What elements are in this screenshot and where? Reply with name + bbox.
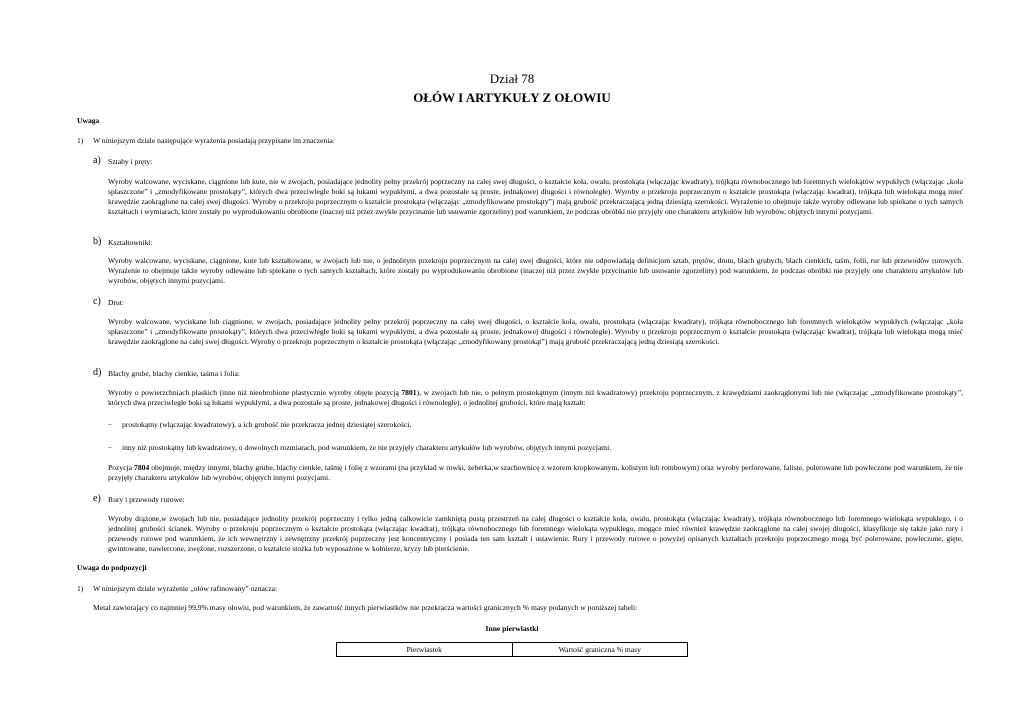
item-e-text: Wyroby drążone,w zwojach lub nie, posiadające jednolity przekrój poprzeczny i tylko jedną całkowicie zamkniętą pustą przestrzeń na całej długości o kształcie koła, owalu, prostokąta (włączając kwadraty), trójkąta równobocznego lub foremnego wielokąta wypukłego, i o jednolitej grubości ścianek. Wyroby o przekroju poprzecznym o kształcie prostokąta (włączając kwadrat), trójkąta równobocznego lub foremnego wielokąta wypukłego, mogące mieć również krawędzie zaokrąglone na całej swojej długości, klasyfikuje się także jako rury i przewody rurowe pod warunkiem, że ich wewnętrzny i zewnętrzny przekrój poprzeczny jest koncentryczny i posiada ten sam kształt i ustawienie. Rury i przewody rurowe o powyżej opisanych kształtach przekroju poprzecznego mogą być polerowane, powleczone, gięte, gwintowane, nawiercone, zwężone, rozszerzone, o kształcie stożka lub wyposażone w kołnierze, kryzy lub pierścienie. xyxy=(108,514,963,553)
note-intro: W niniejszym dziale następujące wyrażenia posiadają przypisane im znaczenia: xyxy=(93,136,335,145)
item-a-text: Wyroby walcowane, wyciskane, ciągnione lub kute, nie w zwojach, posiadające jednolity pełny przekrój poprzeczny na całej swej długości, o kształcie koła, owalu, prostokąta (włączając kwadraty), trójkąta równobocznego lub foremnych wielokątów wypukłych (włączając „koła spłaszczone” i „zmodyfikowane prostokąty”, których dwa przeciwległe boki są łukami wypukłymi, a dwa pozostałe są proste, jednakowej długości i równoległe). Wyroby o przekroju poprzecznym o kształcie prostokąta (włączając kwadrat), trójkąta lub wielokąta mogą mieć krawędzie zaokrąglone na całej swej długości. Wyroby o przekroju poprzecznym o kształcie prostokąta (włączając „zmodyfikowane prostokąty”) mają grubość przekraczającą jedną dziesiątą szerokości. Wyrażenie to obejmuje także wyroby odlewane lub spiekane o tych samych kształtach i wymiarach, które zostały po wyprodukowaniu obrobione (inaczej niż przez zwykłe przycinanie lub usuwanie zgorzeliny) pod warunkiem, że podczas obróbki nie przyjęły one charakteru artykułów lub wyrobów, objętych innymi pozycjami. xyxy=(108,177,963,216)
note-label: Uwaga xyxy=(77,116,100,125)
item-c-text: Wyroby walcowane, wyciskane lub ciągnione, w zwojach, posiadające jednolity pełny przekrój poprzeczny na całej swej długości, o kształcie koła, owalu, prostokąta (włączając kwadraty), trójkąta równobocznego lub foremnych wielokątów wypukłych (włączając „koła spłaszczone” i „zmodyfikowane prostokąty”, których dwa przeciwległe boki są łukami wypukłymi, a dwa pozostałe są proste, jednakowej długości i równoległe). Wyroby o przekroju poprzecznym o kształcie prostokąta (włączając kwadrat), trójkąta lub wielokąta mogą mieć krawędzie zaokrąglone na całej swej długości. Wyroby o przekroju poprzecznym o kształcie prostokąta (włączając „zmodyfikowany prostokąt”) mają grubość przekraczającą jedną dziesiątą szerokości. xyxy=(108,317,963,346)
dash-bullet-1: – xyxy=(108,419,112,428)
table-title: Inne pierwiastki xyxy=(485,624,539,633)
item-d-text: Wyroby o powierzchniach płaskich (inne niż nieobrobione plastycznie wyroby objęte pozycją 7801), w zwojach lub nie, o pełnym prostokątnym (innym niż kwadratowy) przekroju poprzecznym, z krawędziami zaokrąglonymi lub nie (włączając „zmodyfikowane prostokąty”, których dwa przeciwległe boki są łukami wypukłymi, a dwa pozostałe są proste, jednakowej długości i równoległe), o jednolitej grubości, które mają kształt: xyxy=(108,388,963,407)
item-d-paragraph-2: Pozycja 7804 obejmuje, między innymi, blachy grube, blachy cienkie, taśmę i folię z wzorami (na przykład w rowki, żeberka,w szachownicę z wzorem kropkowanym, kolistym lub rombowym) oraz wyroby perforowane, faliste, polerowane lub powleczone pod warunkiem, że nie przyjęły charakteru artykułów lub wyrobów, objętych innymi pozycjami. xyxy=(108,463,963,482)
item-a-term: Sztaby i pręty: xyxy=(108,157,153,166)
table-header-row xyxy=(337,643,688,657)
subheading-intro: W niniejszym dziale wyrażenie „ołów rafinowany” oznacza: xyxy=(93,584,278,593)
refined-lead-definition: Metal zawierający co najmniej 99,9% masy ołowiu, pod warunkiem, że zawartość innych pierwiastków nie przekracza wartości granicznych % masy podanych w poniższej tabeli: xyxy=(93,603,638,612)
item-d-term: Blachy grube, blachy cienkie, taśma i folia: xyxy=(108,369,241,378)
column-header-limit: Wartość graniczna % masy xyxy=(512,643,688,657)
item-a-letter: a) xyxy=(93,155,101,166)
dash-item-2: inny niż prostokątny lub kwadratowy, o dowolnych rozmiarach, pod warunkiem, że nie przyjęły charakteru artykułów lub wyrobów, objętych innymi pozycjami. xyxy=(122,443,612,452)
dash-bullet-2: – xyxy=(108,442,112,451)
subheading-item-number: 1) xyxy=(77,584,84,593)
item-c-term: Drut: xyxy=(108,298,125,307)
item-b-text: Wyroby walcowane, wyciskane, ciągnione, kute lub kształtowane, w zwojach lub nie, o jednolitym przekroju poprzecznym na całej swej długości, które nie odpowiadają definicjom sztab, prętów, drutu, blach grubych, blach cienkich, taśm, folii, rur lub przewodów rurowych. Wyrażenie to obejmuje także wyroby odlewane lub spiekane o tych samych kształtach, które zostały po wyprodukowaniu obrobione (inaczej niż przez zwykłe przycinanie lub usuwanie zgorzeliny) pod warunkiem, że podczas obróbki nie przyjęły one charakteru artykułów lub wyrobów, objętych innymi pozycjami. xyxy=(108,256,963,285)
subheading-note-label: Uwaga do podpozycji xyxy=(77,563,147,572)
column-header-element: Pierwiastek xyxy=(337,643,513,657)
dash-item-1: prostokątny (włączając kwadratowy), a ich grubość nie przekracza jednej dziesiątej szerokości, xyxy=(122,420,412,429)
elements-table xyxy=(336,642,688,657)
item-b-letter: b) xyxy=(93,236,102,247)
note-item-number: 1) xyxy=(77,136,84,145)
item-e-letter: e) xyxy=(93,493,101,504)
item-d-letter: d) xyxy=(93,367,102,378)
chapter-number: Dział 78 xyxy=(489,71,535,86)
chapter-title: OŁÓW I ARTYKUŁY Z OŁOWIU xyxy=(413,90,611,105)
item-c-letter: c) xyxy=(93,296,101,307)
heading-code-7801: 7801 xyxy=(401,388,417,397)
item-e-term: Rury i przewody rurowe: xyxy=(108,495,185,504)
heading-code-7804: 7804 xyxy=(134,463,150,472)
item-b-term: Kształtowniki: xyxy=(108,238,153,247)
